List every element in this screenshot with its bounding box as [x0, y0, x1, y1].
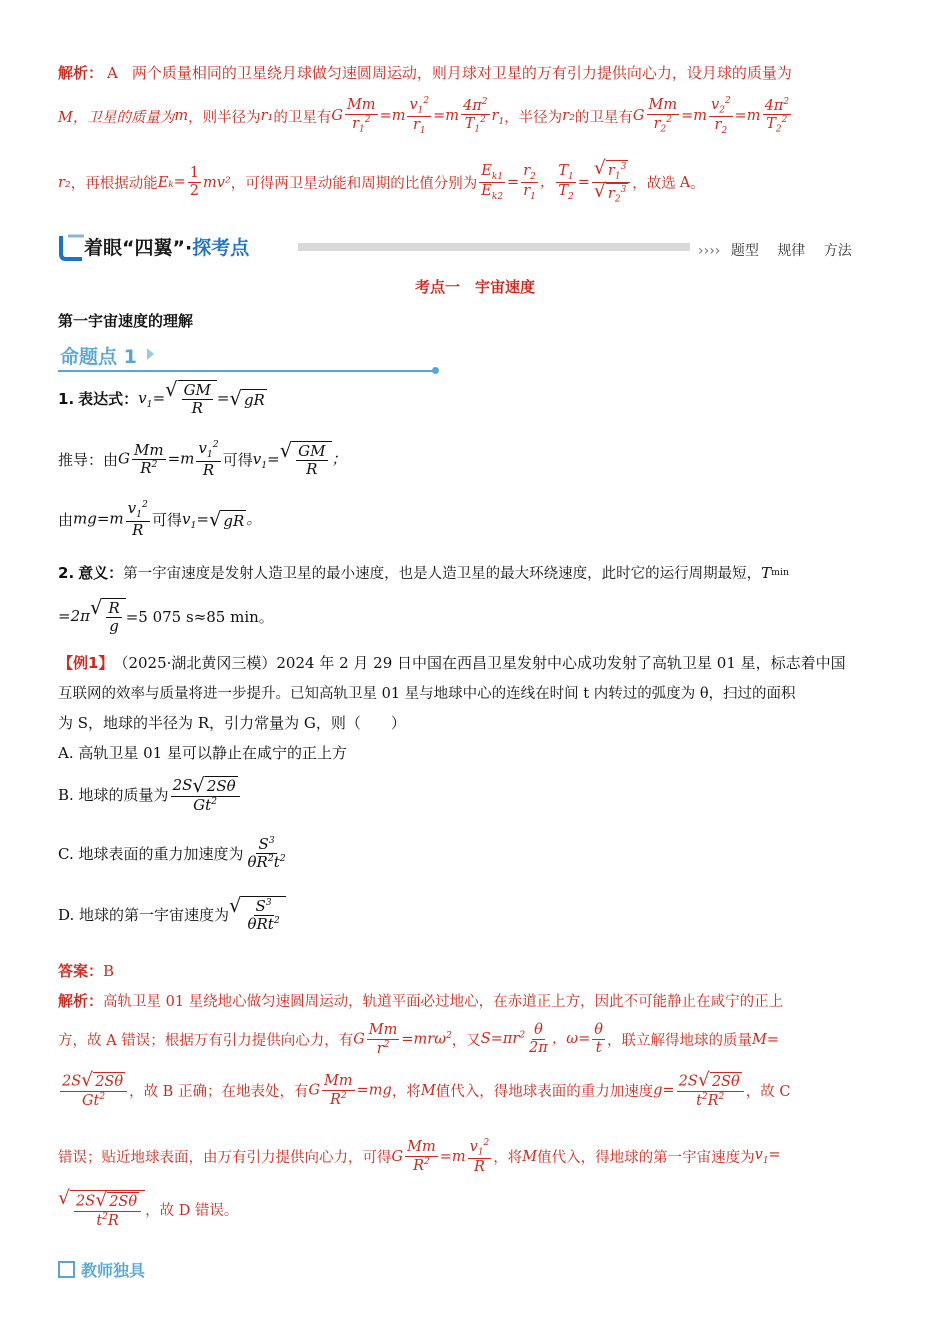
meaning-text: 第一宇宙速度是发射人造卫星的最小速度，也是人造卫星的最大环绕速度，此时它的运行周期最短，	[123, 566, 762, 582]
top-analysis-line-1	[58, 62, 890, 83]
example-text: 互联网的效率与质量将进一步提升。已知高轨卫星 01 星与地球中心的连线在时间 t 内转过的弧度为 θ，扫过的面积	[58, 686, 796, 702]
option-c-text: C. 地球表面的重力加速度为	[58, 845, 244, 864]
item-2-period	[58, 598, 890, 636]
item-1-expression: 1 . 表达式： $v_1=$ √ $\frac{GM}{R}$ = √ gR	[58, 378, 265, 418]
text: 。	[690, 176, 705, 193]
formula-v1-final: √ 2S √ 2Sθ $t^2R$	[58, 1190, 145, 1229]
text-r2: r₂	[562, 108, 575, 125]
section-subtitle: 第一宇宙速度的理解	[58, 312, 194, 330]
analysis-text: 高轨卫星 01 星绕地心做匀速圆周运动，轨道平面必过地心，在赤道正上方，因此不可能静止在咸宁的正上	[103, 994, 784, 1010]
analysis-text: ，又	[451, 1033, 481, 1050]
text-mv2: mv²	[203, 174, 231, 191]
text: ，半径为	[504, 109, 563, 126]
answer-value: B	[103, 961, 115, 980]
text: 由	[58, 510, 74, 529]
analysis-text: 错误；贴近地球表面，由万有引力提供向心力，可得	[58, 1150, 392, 1167]
text: ，再根据动能	[70, 176, 158, 193]
analysis-line-4: 错误；贴近地球表面，由万有引力提供向心力，可得 G $\frac{Mm}{R^2}$ =m $\frac{v_1^2}{R}$ ，将 M 值代入，得地球的第一宇宙速度为 $v_1=$	[58, 1138, 781, 1176]
option-d[interactable]	[58, 896, 890, 934]
text: 可得	[222, 450, 253, 469]
analysis-text: ，将	[391, 1084, 421, 1101]
example-source: （2025·湖北黄冈三模）	[113, 654, 277, 672]
band-title-quote: “四翼”	[122, 237, 185, 259]
formula-g: g= 2S √ 2Sθ $t^2R^2$	[653, 1072, 746, 1109]
text: 的卫星有	[273, 109, 332, 126]
top-analysis-line-2	[58, 96, 890, 136]
text: ，则半径为	[188, 109, 261, 126]
formula-near-surface: G $\frac{Mm}{R^2}$ =m $\frac{v_1^2}{R}$	[391, 1138, 490, 1176]
text: ，可得两卫星动能和周期的比值分别为	[230, 176, 478, 193]
text-T: T	[761, 563, 772, 582]
formula-ratios: $\frac{E_{k1}}{E_{k2}}$ = $\frac{r_2}{r_1}$ ， $\frac{T_1}{T_2}$ = √ $r_1^3$ √ $r_2^3$	[477, 160, 632, 205]
analysis-text: 两个质量相同的卫星绕月球做匀速圆周运动，则月球对卫星的万有引力提供向心力，设月球的质量为	[131, 64, 792, 82]
analysis-text: 值代入，得地球的第一宇宙速度为	[537, 1150, 755, 1167]
answer-label: 答案：	[58, 962, 104, 980]
analysis-text: 方，故 A 错误；根据万有引力提供向心力，有	[58, 1033, 354, 1050]
text: 的卫星有	[574, 109, 633, 126]
option-a-text: A. 高轨卫星 01 星可以静止在咸宁的正上方	[58, 744, 347, 762]
formula-derive: G $\frac{Mm}{R^2}$ =m $\frac{v_1^2}{R}$	[118, 439, 219, 479]
formula-surface: G $\frac{Mm}{R^2}$ =mg	[308, 1073, 392, 1108]
band-arrows-icon: ››››	[698, 243, 721, 259]
answer-line	[58, 960, 890, 981]
item-number: 2	[58, 563, 69, 582]
text-M: M，卫星的质量为	[58, 109, 175, 126]
analysis-text: ，故 C	[745, 1084, 791, 1101]
band-title-dot: ·	[185, 237, 193, 259]
item-1-derivation	[58, 440, 890, 479]
band-divider	[298, 243, 690, 251]
analysis-line-3: 2S √ 2Sθ Gt$^2$ ，故 B 正确；在地表处，有 G $\frac{Mm}{R^2}$ =mg ，将 M 值代入，得地球表面的重力加速度 g= 2S √ 2Sθ $t^2R^2$ ，故 C	[58, 1072, 890, 1109]
example-line-1	[58, 652, 890, 673]
text-r1: r₁	[260, 108, 274, 125]
analysis-line-5	[58, 1190, 890, 1229]
text: A	[679, 174, 691, 191]
band-tag: 方法	[823, 243, 852, 259]
example-line-3	[58, 712, 890, 733]
text-m: m	[174, 108, 189, 125]
band-title-accent: 探考点	[192, 237, 250, 259]
teacher-label: 教师独具	[81, 1261, 146, 1280]
analysis-text: ，将	[493, 1150, 523, 1167]
section-title: 考点一 宇宙速度	[414, 278, 535, 296]
text: 推导：由	[58, 450, 119, 469]
analysis-text: 值代入，得地球表面的重力加速度	[435, 1084, 654, 1101]
item-number: 1	[58, 389, 69, 408]
analysis-text: ，联立解得地球的质量	[607, 1033, 753, 1050]
analysis-text: ，故 B 正确；在地表处，有	[129, 1084, 309, 1101]
example-tag: 【例1】	[58, 654, 114, 672]
answer-letter: A	[107, 63, 118, 82]
formula-mr-omega: G $\frac{Mm}{r^2}$ =mrω$^2$	[353, 1022, 452, 1057]
formula-mg: mg=m $\frac{v_1^2}{R}$	[73, 499, 148, 539]
teacher-section[interactable]	[58, 1258, 145, 1281]
band-tags	[698, 240, 852, 260]
play-icon	[147, 348, 154, 360]
item-heading: 表达式：	[78, 390, 139, 409]
analysis-label: 解析：	[58, 64, 104, 82]
formula-v1-gr: $v_1=$ √ gR 。	[181, 507, 262, 531]
checkbox-icon	[58, 1261, 75, 1278]
option-b[interactable]	[58, 776, 890, 814]
formula-option-c: $\frac{S^3}{\theta R^2t^2}$	[247, 835, 286, 872]
formula-period: =2π √ $\frac{R}{g}$	[58, 598, 126, 636]
example-text: 2024 年 2 月 29 日中国在西昌卫星发射中心成功发射了高轨卫星 01 星，标志着中国	[276, 654, 846, 672]
formula-r1: G $\frac{Mm}{r_1^2}$ =m $\frac{v_1^2}{r_1}$ =m $\frac{4\pi^2}{T_1^2}$ $r_1$	[331, 96, 505, 136]
proposition-underline	[58, 370, 436, 372]
band-tag: 规律	[777, 243, 806, 259]
text-r2: r₂	[58, 174, 71, 191]
formula-v1-gm: $v_1=$ √ $\frac{GM}{R}$ ；	[252, 438, 347, 478]
band-title	[84, 233, 249, 260]
text: ，故选	[632, 176, 676, 193]
formula-option-b: 2S √ 2Sθ Gt$^2$	[169, 776, 242, 814]
example-text: 为 S，地球的半径为 R，引力常量为 G，则（ ）	[58, 714, 406, 732]
formula-area: $S=\pi r^2$ $\frac{\theta}{2\pi}$ ，ω= $\frac{\theta}{t}$	[480, 1022, 604, 1057]
band-tag: 题型	[730, 243, 759, 259]
item-heading: 意义：	[78, 564, 124, 582]
proposition-dot	[432, 367, 439, 374]
formula-option-d: √ $\frac{S^3}{\theta Rt^2}$	[229, 896, 286, 934]
formula-v1: $v_1=$ √ $\frac{GM}{R}$ = √ gR	[138, 378, 265, 418]
formula-half: = $\frac{1}{2}$	[173, 165, 200, 200]
analysis-line-1	[58, 990, 890, 1011]
text: 可得	[151, 510, 182, 529]
band-title-pre: 着眼	[84, 237, 123, 259]
top-analysis-line-3	[58, 160, 890, 205]
analysis-label: 解析：	[58, 992, 104, 1010]
analysis-text: ，故 D 错误。	[145, 1203, 239, 1220]
example-line-2	[58, 682, 890, 703]
formula-r2: G $\frac{Mm}{r_2^2}$ =m $\frac{v_2^2}{r_2}$ =m $\frac{4\pi^2}{T_2^2}$	[632, 96, 790, 136]
option-d-text: D. 地球的第一宇宙速度为	[58, 906, 230, 925]
item-2-meaning: 2 . 意义： 第一宇宙速度是发射人造卫星的最小速度，也是人造卫星的最大环绕速度，此时它的运行周期最短， T min	[58, 563, 789, 582]
option-c[interactable]	[58, 836, 890, 872]
analysis-line-2: 方，故 A 错误；根据万有引力提供向心力，有 G $\frac{Mm}{r^2}$ =mrω$^2$ ，又 $S=\pi r^2$ $\frac{\theta}{2\pi}$ ，ω= $\frac{\theta}{t}$ ，联立解得地球的质量 M=	[58, 1022, 780, 1057]
text-min: min	[771, 567, 789, 578]
proposition-title: 命题点 1	[60, 346, 137, 368]
item-1-from-mg	[58, 500, 890, 539]
formula-mass: 2S √ 2Sθ Gt$^2$	[58, 1072, 129, 1109]
period-value: =5 075 s≈85 min。	[125, 608, 274, 627]
option-a[interactable]	[58, 742, 890, 763]
option-b-text: B. 地球的质量为	[58, 786, 169, 805]
text-Ek: Eₖ	[157, 174, 174, 191]
